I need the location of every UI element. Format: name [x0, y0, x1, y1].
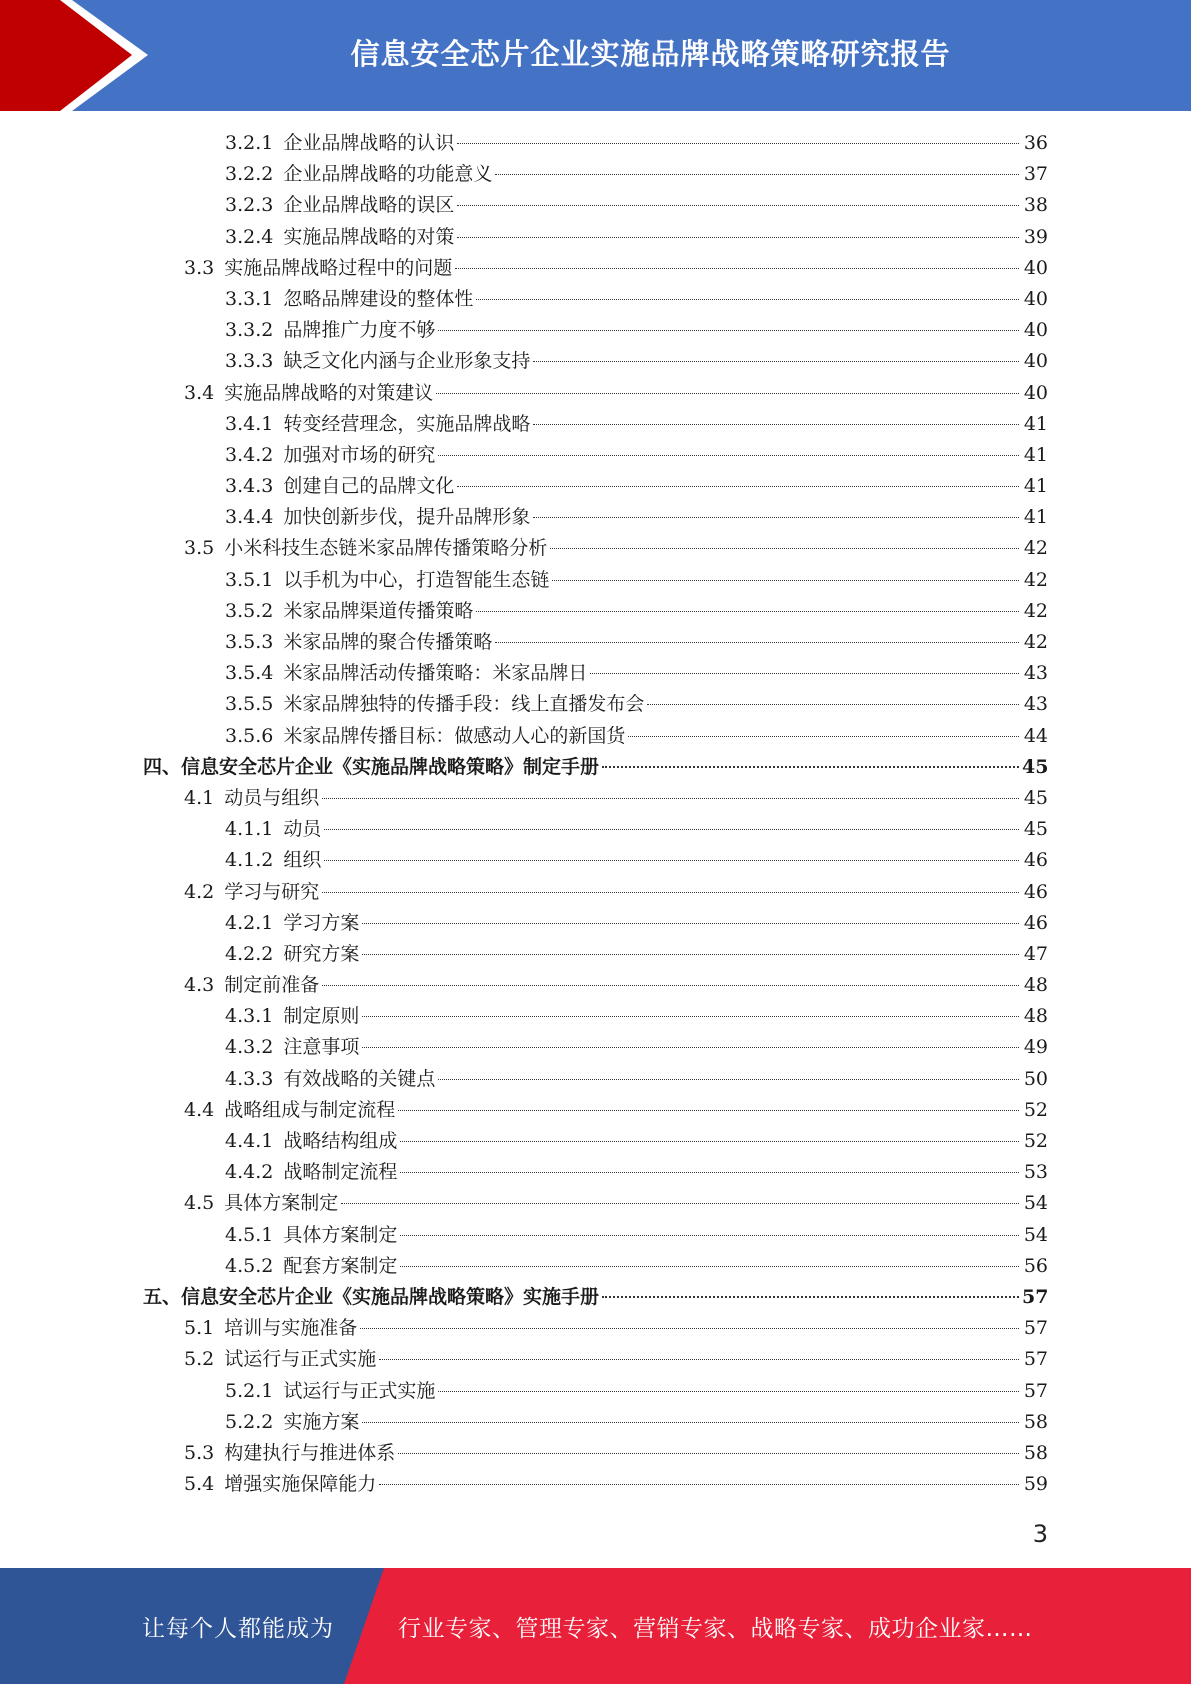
toc-entry-title: 创建自己的品牌文化 [283, 475, 455, 498]
toc-dot-leader [322, 984, 1019, 986]
footer-slogan-left: 让每个人都能成为 [142, 1615, 334, 1642]
toc-dot-leader [455, 267, 1019, 269]
toc-dot-leader [457, 142, 1019, 144]
toc-entry-title: 企业品牌战略的误区 [283, 194, 455, 217]
toc-entry-title: 实施方案 [283, 1410, 360, 1433]
toc-entry-number: 4.5 [184, 1192, 215, 1215]
toc-entry-title: 增强实施保障能力 [224, 1473, 377, 1496]
toc-entry-title: 试运行与正式实施 [283, 1379, 436, 1402]
toc-entry-title: 学习方案 [283, 911, 360, 934]
toc-entry-title: 组织 [283, 849, 322, 872]
toc-entry-page: 42 [1023, 537, 1048, 560]
toc-entry-page: 40 [1023, 381, 1048, 404]
toc-entry-number: 3.2.3 [225, 194, 274, 217]
toc-entry[interactable] [0, 1188, 1191, 1219]
toc-entry-page: 42 [1023, 631, 1048, 653]
toc-entry-title: 品牌推广力度不够 [283, 319, 436, 342]
toc-dot-leader [322, 891, 1019, 893]
toc-entry[interactable] [0, 689, 1191, 720]
toc-dot-leader [647, 703, 1019, 705]
toc-dot-leader [400, 1265, 1019, 1267]
toc-entry-page: 41 [1023, 443, 1048, 466]
toc-entry-title: 注意事项 [283, 1036, 360, 1059]
toc-entry-number: 4.1 [184, 786, 215, 809]
toc-entry-page: 43 [1023, 693, 1048, 716]
toc-entry-title: 企业品牌战略的认识 [283, 132, 455, 154]
toc-entry-title: 具体方案制定 [224, 1192, 339, 1215]
toc-entry-page: 57 [1022, 1285, 1049, 1308]
toc-entry-number: 3.3.2 [225, 319, 274, 342]
toc-entry-title: 四、信息安全芯片企业《实施品牌战略策略》制定手册 [143, 755, 600, 778]
toc-entry[interactable] [0, 1064, 1191, 1095]
toc-dot-leader [436, 392, 1019, 394]
toc-entry-number: 3.2.2 [225, 163, 274, 186]
toc-entry-title: 制定前准备 [224, 974, 320, 997]
toc-entry[interactable] [0, 939, 1191, 970]
toc-entry-page: 57 [1023, 1379, 1048, 1402]
toc-entry-number: 4.3.1 [225, 1005, 274, 1028]
toc-entry-title: 制定原则 [283, 1005, 360, 1028]
toc-entry-title: 战略制定流程 [283, 1161, 398, 1184]
toc-entry[interactable] [0, 783, 1191, 814]
toc-entry-page: 52 [1023, 1130, 1048, 1152]
toc-entry-page: 36 [1023, 132, 1048, 154]
toc-entry-page: 59 [1023, 1473, 1048, 1496]
toc-entry-number: 5.2.2 [225, 1410, 274, 1433]
toc-entry[interactable] [0, 159, 1191, 190]
toc-entry[interactable] [0, 471, 1191, 502]
toc-entry-page: 40 [1023, 256, 1048, 279]
toc-entry-number: 4.5.1 [225, 1223, 274, 1246]
toc-entry-number: 3.5.1 [225, 568, 274, 591]
toc-entry-title: 加强对市场的研究 [283, 443, 436, 466]
toc-dot-leader [398, 1109, 1019, 1111]
toc-entry-page: 48 [1023, 1005, 1048, 1028]
toc-entry-number: 4.1.2 [225, 849, 274, 872]
toc-entry-page: 45 [1023, 818, 1048, 841]
toc-entry-page: 58 [1023, 1410, 1048, 1433]
toc-entry-title: 米家品牌的聚合传播策略 [283, 631, 493, 653]
toc-entry-title: 米家品牌渠道传播策略 [283, 599, 474, 622]
toc-entry-page: 52 [1023, 1098, 1048, 1121]
toc-dot-leader [398, 1452, 1019, 1454]
toc-entry-page: 39 [1023, 225, 1048, 248]
footer-banner [0, 1568, 1191, 1684]
toc-entry-page: 37 [1023, 163, 1048, 186]
toc-entry-title: 配套方案制定 [283, 1254, 398, 1277]
toc-entry-title: 培训与实施准备 [224, 1317, 358, 1340]
toc-entry-number: 3.4.2 [225, 443, 274, 466]
toc-dot-leader [495, 173, 1019, 175]
toc-entry-page: 54 [1023, 1223, 1048, 1246]
toc-dot-leader [400, 1234, 1019, 1236]
toc-entry[interactable] [0, 346, 1191, 377]
toc-entry-title: 转变经营理念，实施品牌战略 [283, 412, 531, 435]
toc-entry-number: 3.5 [184, 537, 215, 560]
toc-entry-title: 忽略品牌建设的整体性 [283, 287, 474, 310]
toc-entry-title: 五、信息安全芯片企业《实施品牌战略策略》实施手册 [143, 1285, 600, 1308]
toc-dot-leader [457, 485, 1019, 487]
toc-entry-page: 43 [1023, 662, 1048, 685]
toc-dot-leader [602, 765, 1019, 768]
toc-entry-title: 实施品牌战略过程中的问题 [224, 256, 453, 279]
toc-entry-page: 44 [1023, 724, 1048, 747]
toc-entry[interactable] [0, 814, 1191, 845]
toc-entry[interactable] [0, 845, 1191, 876]
toc-entry-number: 3.2.1 [225, 132, 274, 154]
toc-entry-number: 3.5.5 [225, 693, 274, 716]
toc-entry[interactable] [0, 315, 1191, 346]
toc-entry-number: 3.3 [184, 256, 215, 279]
toc-entry-page: 57 [1023, 1348, 1048, 1371]
toc-entry-number: 4.1.1 [225, 818, 274, 841]
toc-entry-number: 3.5.4 [225, 662, 274, 685]
toc-dot-leader [476, 298, 1019, 300]
toc-dot-leader [476, 610, 1019, 612]
toc-entry-number: 4.3 [184, 974, 215, 997]
header-banner [0, 0, 1191, 111]
toc-entry-page: 45 [1022, 755, 1049, 778]
toc-dot-leader [379, 1358, 1019, 1360]
toc-entry-number: 3.5.2 [225, 599, 274, 622]
toc-entry[interactable] [0, 1251, 1191, 1282]
toc-entry-page: 49 [1023, 1036, 1048, 1059]
toc-entry-title: 研究方案 [283, 942, 360, 965]
toc-entry[interactable] [0, 1220, 1191, 1251]
toc-entry-page: 42 [1023, 599, 1048, 622]
toc-dot-leader [322, 797, 1019, 799]
toc-dot-leader [362, 953, 1019, 955]
toc-dot-leader [590, 672, 1019, 674]
toc-entry-title: 米家品牌活动传播策略：米家品牌日 [283, 662, 588, 685]
toc-entry[interactable] [0, 1469, 1191, 1500]
toc-entry-title: 实施品牌战略的对策 [283, 225, 455, 248]
document-title: 信息安全芯片企业实施品牌战略策略研究报告 [350, 36, 951, 71]
toc-entry-title: 缺乏文化内涵与企业形象支持 [283, 350, 531, 373]
page-number: 3 [1032, 1520, 1048, 1548]
toc-entry-page: 57 [1023, 1317, 1048, 1340]
toc-entry-number: 4.3.2 [225, 1036, 274, 1059]
toc-entry-number: 4.3.3 [225, 1067, 274, 1090]
toc-dot-leader [533, 360, 1019, 362]
toc-dot-leader [602, 1295, 1019, 1298]
toc-entry[interactable] [0, 721, 1191, 752]
toc-entry-title: 战略结构组成 [283, 1130, 398, 1152]
toc-dot-leader [457, 236, 1019, 238]
toc-dot-leader [552, 579, 1019, 581]
toc-entry-number: 4.4.1 [225, 1130, 274, 1152]
toc-entry-title: 具体方案制定 [283, 1223, 398, 1246]
toc-entry[interactable] [0, 1282, 1191, 1313]
toc-entry[interactable] [0, 970, 1191, 1001]
toc-entry-number: 3.5.3 [225, 631, 274, 653]
toc-dot-leader [341, 1202, 1019, 1204]
toc-entry-page: 53 [1023, 1161, 1048, 1184]
toc-entry-title: 构建执行与推进体系 [224, 1441, 396, 1464]
toc-dot-leader [324, 828, 1019, 830]
toc-entry[interactable] [0, 627, 1191, 658]
toc-dot-leader [550, 547, 1019, 549]
toc-entry[interactable] [0, 1376, 1191, 1407]
toc-entry-page: 46 [1023, 849, 1048, 872]
footer-slogan-right: 行业专家、管理专家、营销专家、战略专家、成功企业家…… [398, 1615, 1033, 1642]
toc-entry-title: 动员与组织 [224, 786, 320, 809]
toc-entry-number: 4.4.2 [225, 1161, 274, 1184]
toc-entry-page: 48 [1023, 974, 1048, 997]
toc-entry-title: 学习与研究 [224, 880, 320, 903]
toc-entry[interactable] [0, 128, 1191, 159]
toc-entry[interactable] [0, 222, 1191, 253]
toc-dot-leader [379, 1483, 1019, 1485]
toc-dot-leader [533, 516, 1019, 518]
toc-dot-leader [360, 1327, 1019, 1329]
toc-entry-number: 3.4.3 [225, 475, 274, 498]
toc-dot-leader [438, 454, 1019, 456]
toc-dot-leader [628, 735, 1019, 737]
toc-entry[interactable] [0, 877, 1191, 908]
toc-entry-page: 41 [1023, 506, 1048, 529]
toc-entry-number: 3.5.6 [225, 724, 274, 747]
toc-entry-number: 4.2.1 [225, 911, 274, 934]
toc-entry-page: 46 [1023, 880, 1048, 903]
toc-entry[interactable] [0, 409, 1191, 440]
toc-entry[interactable] [0, 440, 1191, 471]
toc-entry[interactable] [0, 1438, 1191, 1469]
toc-dot-leader [362, 1421, 1019, 1423]
toc-entry-page: 40 [1023, 319, 1048, 342]
toc-entry[interactable] [0, 752, 1191, 783]
toc-entry[interactable] [0, 253, 1191, 284]
toc-entry-page: 40 [1023, 350, 1048, 373]
toc-dot-leader [400, 1171, 1019, 1173]
toc-entry[interactable] [0, 502, 1191, 533]
toc-entry-number: 5.1 [184, 1317, 215, 1340]
toc-entry-page: 41 [1023, 475, 1048, 498]
toc-entry-number: 3.2.4 [225, 225, 274, 248]
toc-entry-number: 4.2 [184, 880, 215, 903]
toc-entry[interactable] [0, 1313, 1191, 1344]
toc-entry-title: 试运行与正式实施 [224, 1348, 377, 1371]
toc-entry[interactable] [0, 1157, 1191, 1188]
toc-entry-title: 小米科技生态链米家品牌传播策略分析 [224, 537, 548, 560]
toc-entry[interactable] [0, 1095, 1191, 1126]
toc-entry-page: 40 [1023, 287, 1048, 310]
toc-entry-page: 46 [1023, 911, 1048, 934]
toc-entry[interactable] [0, 1407, 1191, 1438]
toc-entry-number: 3.4.1 [225, 412, 274, 435]
toc-entry-number: 5.4 [184, 1473, 215, 1496]
toc-entry-page: 45 [1023, 786, 1048, 809]
toc-entry[interactable] [0, 658, 1191, 689]
toc-entry-title: 战略组成与制定流程 [224, 1098, 396, 1121]
toc-entry-title: 企业品牌战略的功能意义 [283, 163, 493, 186]
toc-entry-number: 4.4 [184, 1098, 215, 1121]
toc-entry-number: 3.3.3 [225, 350, 274, 373]
toc-dot-leader [362, 1015, 1019, 1017]
toc-entry-page: 56 [1023, 1254, 1048, 1277]
toc-entry-number: 3.4.4 [225, 506, 274, 529]
toc-entry-title: 实施品牌战略的对策建议 [224, 381, 434, 404]
toc-dot-leader [362, 922, 1019, 924]
toc-dot-leader [324, 859, 1019, 861]
toc-dot-leader [438, 1390, 1019, 1392]
toc-dot-leader [457, 204, 1019, 206]
toc-entry[interactable] [0, 1126, 1191, 1157]
toc-dot-leader [495, 641, 1019, 643]
toc-entry[interactable] [0, 284, 1191, 315]
toc-entry-title: 加快创新步伐，提升品牌形象 [283, 506, 531, 529]
toc-entry-title: 米家品牌独特的传播手段：线上直播发布会 [283, 693, 645, 716]
toc-entry-number: 3.4 [184, 381, 215, 404]
toc-entry-number: 3.3.1 [225, 287, 274, 310]
toc-entry-page: 42 [1023, 568, 1048, 591]
toc-entry-page: 41 [1023, 412, 1048, 435]
toc-entry[interactable] [0, 378, 1191, 409]
toc-dot-leader [438, 1078, 1019, 1080]
toc-entry[interactable] [0, 533, 1191, 564]
toc-entry[interactable] [0, 908, 1191, 939]
toc-entry-title: 以手机为中心，打造智能生态链 [283, 568, 550, 591]
toc-entry-page: 50 [1023, 1067, 1048, 1090]
toc-entry[interactable] [0, 1032, 1191, 1063]
toc-entry-number: 5.2.1 [225, 1379, 274, 1402]
toc-entry-page: 54 [1023, 1192, 1048, 1215]
table-of-contents [0, 128, 1191, 1500]
toc-entry[interactable] [0, 190, 1191, 221]
toc-entry[interactable] [0, 1344, 1191, 1375]
toc-dot-leader [400, 1140, 1019, 1142]
toc-dot-leader [438, 329, 1019, 331]
toc-entry-page: 47 [1023, 942, 1048, 965]
toc-entry-number: 4.2.2 [225, 942, 274, 965]
toc-entry-page: 58 [1023, 1441, 1048, 1464]
toc-entry-title: 米家品牌传播目标：做感动人心的新国货 [283, 724, 626, 747]
toc-entry-title: 有效战略的关键点 [283, 1067, 436, 1090]
toc-dot-leader [533, 423, 1019, 425]
toc-entry[interactable] [0, 596, 1191, 627]
toc-dot-leader [362, 1046, 1019, 1048]
toc-entry[interactable] [0, 565, 1191, 596]
toc-entry-page: 38 [1023, 194, 1048, 217]
toc-entry-number: 4.5.2 [225, 1254, 274, 1277]
toc-entry[interactable] [0, 1001, 1191, 1032]
toc-entry-number: 5.2 [184, 1348, 215, 1371]
toc-entry-number: 5.3 [184, 1441, 215, 1464]
toc-entry-title: 动员 [283, 818, 322, 841]
